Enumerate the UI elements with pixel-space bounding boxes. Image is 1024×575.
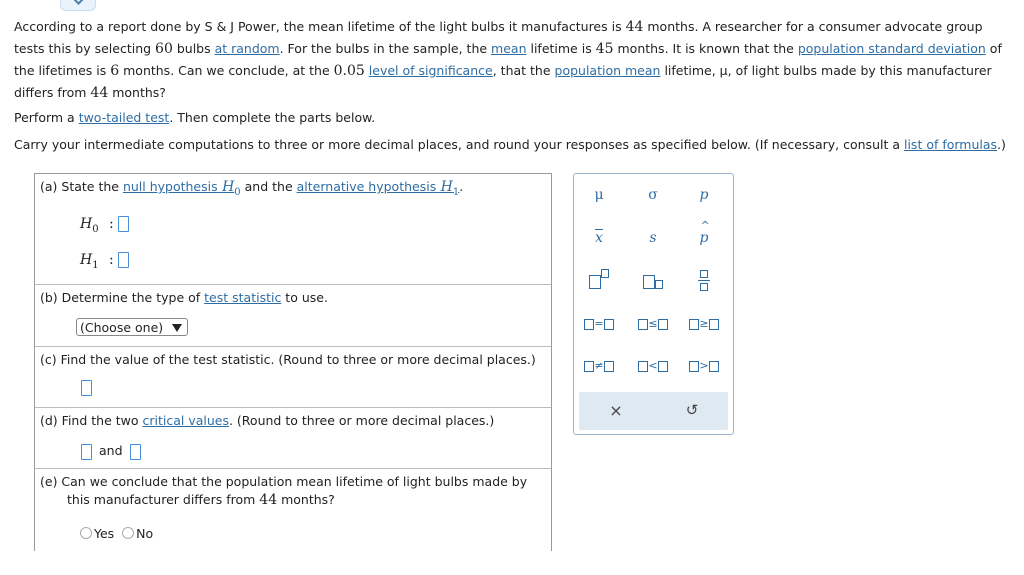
no-radio[interactable] bbox=[122, 527, 134, 539]
intro-text: lifetime, μ, of light bulbs made by this manufacturer differs from bbox=[14, 63, 992, 100]
value-45: 45 bbox=[595, 41, 614, 57]
perform-instruction bbox=[14, 110, 375, 125]
h1-subscript: 1 bbox=[452, 186, 460, 198]
sigma-glyph: σ bbox=[648, 187, 658, 203]
value-0.05: 0.05 bbox=[333, 63, 365, 79]
part-b-text: to use. bbox=[281, 290, 328, 305]
intro-text: months. Can we conclude, at the bbox=[119, 63, 334, 78]
part-e bbox=[35, 468, 551, 552]
part-a-text: and the bbox=[240, 179, 297, 194]
intro-text: months. A researcher for a consumer advocate group tests this by selecting bbox=[14, 19, 983, 56]
question-panel bbox=[34, 173, 552, 551]
part-b bbox=[35, 284, 551, 347]
lt-glyph: < bbox=[648, 359, 658, 372]
link-null-hypothesis[interactable]: null hypothesis bbox=[122, 179, 218, 194]
p-glyph: p bbox=[699, 187, 709, 203]
phat-glyph: p bbox=[699, 230, 709, 246]
phat-button[interactable]: ^ p bbox=[699, 219, 710, 246]
h1-colon: : bbox=[109, 252, 114, 268]
right-box-icon bbox=[604, 319, 614, 330]
link-population-mean[interactable]: population mean bbox=[554, 63, 661, 78]
mu-glyph: μ bbox=[594, 187, 604, 203]
part-e-text: this manufacturer differs from bbox=[67, 492, 260, 507]
right-box-icon bbox=[709, 361, 719, 372]
yes-radio[interactable] bbox=[80, 527, 92, 539]
h1-row bbox=[80, 252, 129, 271]
symbol-palette bbox=[573, 173, 734, 435]
subscript-button[interactable] bbox=[628, 273, 678, 289]
clear-icon[interactable] bbox=[591, 401, 641, 420]
collapse-chevron-icon[interactable] bbox=[60, 0, 96, 11]
right-box-icon bbox=[709, 319, 719, 330]
link-test-statistic[interactable]: test statistic bbox=[204, 290, 282, 305]
left-box-icon bbox=[689, 361, 699, 372]
yes-label: Yes bbox=[94, 526, 115, 541]
h1-input[interactable] bbox=[118, 252, 129, 268]
equals-button[interactable] bbox=[574, 317, 624, 330]
undo-icon[interactable] bbox=[667, 401, 717, 419]
sigma-button[interactable] bbox=[628, 187, 678, 203]
eq-glyph: = bbox=[594, 317, 604, 330]
value-44: 44 bbox=[625, 19, 644, 35]
gt-glyph: > bbox=[699, 359, 709, 372]
clear-glyph: × bbox=[609, 401, 623, 420]
part-a-prompt bbox=[40, 179, 463, 198]
left-box-icon bbox=[638, 361, 648, 372]
part-d-prompt bbox=[40, 413, 494, 428]
value-60: 60 bbox=[155, 41, 173, 57]
no-label: No bbox=[136, 526, 154, 541]
right-box-icon bbox=[604, 361, 614, 372]
value-44: 44 bbox=[90, 85, 109, 101]
part-a bbox=[35, 174, 551, 284]
palette-action-bar bbox=[579, 392, 728, 430]
undo-glyph: ↺ bbox=[685, 401, 699, 419]
h0-input[interactable] bbox=[118, 216, 129, 232]
greater-than-button[interactable] bbox=[679, 359, 729, 372]
h0-row bbox=[80, 216, 129, 235]
numerator-box-icon bbox=[700, 270, 708, 278]
carry-text: .) bbox=[997, 137, 1006, 152]
base-box-icon bbox=[589, 275, 601, 289]
critical-value-1-input[interactable] bbox=[81, 444, 92, 460]
superscript-button[interactable] bbox=[574, 273, 624, 289]
less-than-button[interactable] bbox=[628, 359, 678, 372]
h0-label: H bbox=[80, 216, 93, 232]
part-a-text: . bbox=[459, 179, 464, 194]
not-equal-button[interactable] bbox=[574, 359, 624, 372]
h0-colon: : bbox=[109, 216, 114, 232]
s-glyph: s bbox=[649, 230, 657, 246]
dropdown-arrow-icon bbox=[172, 324, 182, 332]
right-box-icon bbox=[658, 319, 668, 330]
test-statistic-select[interactable] bbox=[76, 318, 188, 336]
intro-text: bulbs bbox=[172, 41, 215, 56]
part-e-prompt-line2 bbox=[67, 492, 335, 508]
subscript-box-icon bbox=[655, 280, 663, 289]
xbar-glyph: $\overline{x}$ bbox=[595, 230, 603, 246]
part-d-text: . (Round to three or more decimal places.) bbox=[228, 413, 495, 428]
part-b-prompt bbox=[40, 290, 328, 305]
left-box-icon bbox=[584, 319, 594, 330]
base-box-icon bbox=[643, 275, 655, 289]
exponent-box-icon bbox=[601, 269, 609, 278]
yes-no-choice bbox=[80, 526, 153, 541]
intro-text: months? bbox=[108, 85, 166, 100]
link-two-tailed-test[interactable]: two-tailed test bbox=[78, 110, 170, 125]
denominator-box-icon bbox=[700, 283, 708, 291]
carry-instruction bbox=[14, 137, 1006, 152]
h1-symbol: H bbox=[436, 179, 453, 195]
test-statistic-input[interactable] bbox=[81, 380, 92, 396]
select-value: (Choose one) bbox=[80, 320, 164, 335]
part-c bbox=[35, 346, 551, 408]
fraction-bar-icon bbox=[698, 280, 710, 281]
fraction-button[interactable] bbox=[679, 270, 729, 291]
part-b-text: (b) Determine the type of bbox=[40, 290, 205, 305]
value-6: 6 bbox=[110, 63, 120, 79]
mu-button[interactable] bbox=[574, 187, 624, 203]
carry-text: Carry your intermediate computations to three or more decimal places, and round your responses as specified below. (If necessary, consult a bbox=[14, 137, 904, 152]
intro-text: lifetime is bbox=[526, 41, 596, 56]
less-equal-button[interactable] bbox=[628, 317, 678, 330]
intro-text: of the lifetimes is bbox=[14, 41, 1002, 78]
problem-statement bbox=[14, 16, 1014, 104]
left-box-icon bbox=[638, 319, 648, 330]
perform-text: Perform a bbox=[14, 110, 79, 125]
link-at-random[interactable]: at random bbox=[214, 41, 280, 56]
le-glyph: ≤ bbox=[648, 317, 658, 330]
h0-symbol: H bbox=[217, 179, 235, 195]
intro-text: months. It is known that the bbox=[613, 41, 798, 56]
greater-equal-button[interactable] bbox=[679, 317, 729, 330]
ge-glyph: ≥ bbox=[699, 317, 709, 330]
link-critical-values[interactable]: critical values bbox=[142, 413, 229, 428]
link-population-standard-deviation[interactable]: population standard deviation bbox=[797, 41, 986, 56]
h0-subscript: 0 bbox=[234, 186, 241, 198]
part-d-text: (d) Find the two bbox=[40, 413, 143, 428]
right-box-icon bbox=[658, 361, 668, 372]
critical-value-2-input[interactable] bbox=[130, 444, 141, 460]
intro-text: According to a report done by S & J Power, the mean lifetime of the light bulbs it manufactures is bbox=[14, 19, 626, 34]
and-label: and bbox=[98, 443, 123, 458]
ne-glyph: ≠ bbox=[594, 359, 604, 372]
intro-text: . For the bulbs in the sample, the bbox=[279, 41, 492, 56]
part-c-prompt: (c) Find the value of the test statistic. (Round to three or more decimal places.) bbox=[40, 352, 536, 367]
left-box-icon bbox=[584, 361, 594, 372]
link-level-of-significance[interactable]: level of significance bbox=[368, 63, 493, 78]
h0-label-sub: 0 bbox=[92, 223, 99, 235]
p-button[interactable] bbox=[679, 187, 729, 203]
s-button[interactable] bbox=[628, 230, 678, 246]
h1-label: H bbox=[80, 252, 93, 268]
link-mean[interactable]: mean bbox=[491, 41, 527, 56]
critical-values-row bbox=[81, 443, 141, 460]
left-box-icon bbox=[689, 319, 699, 330]
value-44: 44 bbox=[259, 492, 278, 508]
link-alternative-hypothesis[interactable]: alternative hypothesis bbox=[296, 179, 437, 194]
part-d bbox=[35, 407, 551, 468]
xbar-button[interactable] bbox=[574, 230, 624, 246]
perform-text: . Then complete the parts below. bbox=[169, 110, 376, 125]
intro-text: , that the bbox=[492, 63, 555, 78]
part-e-prompt-line1: (e) Can we conclude that the population mean lifetime of light bulbs made by bbox=[40, 474, 528, 489]
part-e-text: months? bbox=[277, 492, 335, 507]
link-list-of-formulas[interactable]: list of formulas bbox=[903, 137, 998, 152]
part-a-text: (a) State the bbox=[40, 179, 123, 194]
h1-label-sub: 1 bbox=[92, 259, 99, 271]
test-statistic-row bbox=[81, 379, 92, 396]
